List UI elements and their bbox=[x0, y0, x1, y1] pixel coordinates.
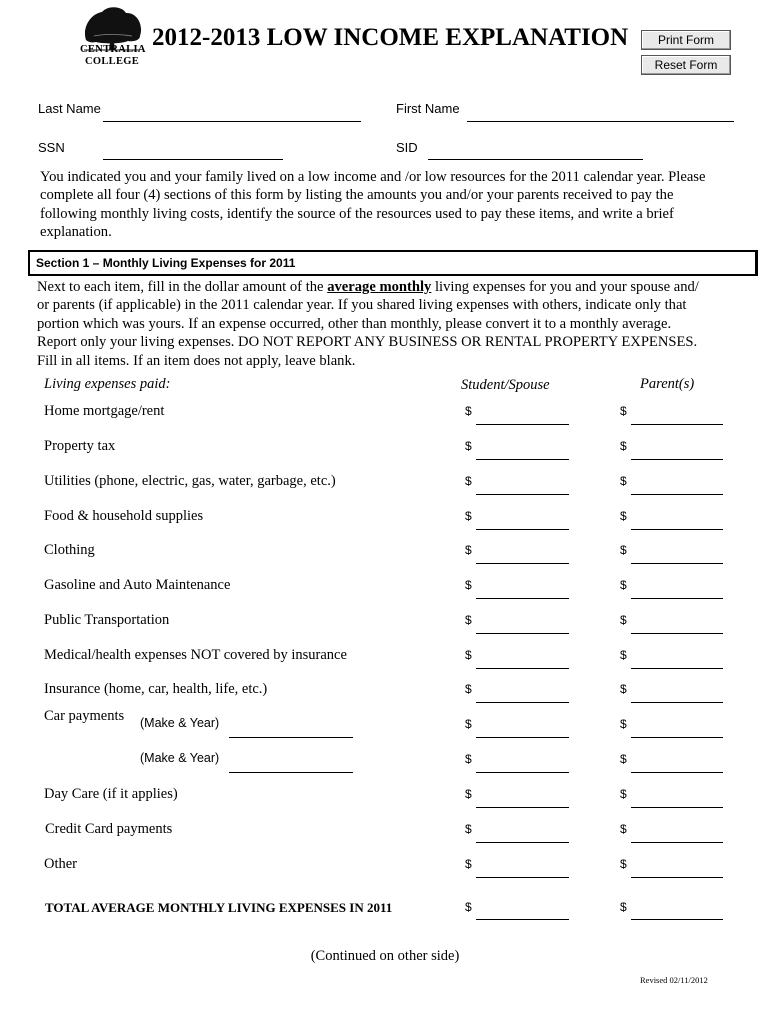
student-spouse-column-header: Student/Spouse bbox=[461, 377, 550, 393]
student-daycare-field[interactable] bbox=[476, 807, 569, 808]
instruction-line: portion which was yours. If an expense occurred, other than monthly, please convert it to a monthly average. bbox=[37, 315, 672, 332]
parent-transport-field[interactable] bbox=[631, 633, 723, 634]
instruction-line: or parents (if applicable) in the 2011 calendar year. If you shared living expenses with others, indicate only that bbox=[37, 297, 687, 314]
dollar-sign: $ bbox=[620, 900, 627, 914]
parent-property-tax-field[interactable] bbox=[631, 459, 723, 460]
dollar-sign: $ bbox=[465, 404, 472, 418]
page-title: 2012-2013 LOW INCOME EXPLANATION bbox=[152, 24, 629, 51]
dollar-sign: $ bbox=[620, 509, 627, 523]
dollar-sign: $ bbox=[620, 404, 627, 418]
dollar-sign: $ bbox=[620, 578, 627, 592]
dollar-sign: $ bbox=[620, 543, 627, 557]
intro-line: complete all four (4) sections of this form by listing the amounts you and/or your parents received to pay the bbox=[40, 187, 674, 204]
insurance-label: Insurance (home, car, health, life, etc.) bbox=[44, 681, 268, 697]
mortgage-rent-label: Home mortgage/rent bbox=[44, 403, 165, 419]
dollar-sign: $ bbox=[465, 682, 472, 696]
property-tax-label: Property tax bbox=[44, 438, 116, 454]
parents-column-header: Parent(s) bbox=[640, 376, 695, 392]
intro-line: following monthly living costs, identify the source of the resources used to pay these items, and write a brief bbox=[40, 205, 674, 222]
reset-form-button[interactable]: Reset Form bbox=[641, 55, 731, 75]
dollar-sign: $ bbox=[620, 787, 627, 801]
dollar-sign: $ bbox=[465, 857, 472, 871]
student-clothing-field[interactable] bbox=[476, 563, 569, 564]
instruction-text: Next to each item, fill in the dollar amount of the bbox=[37, 279, 328, 295]
parent-insurance-field[interactable] bbox=[631, 702, 723, 703]
other-label: Other bbox=[44, 856, 78, 872]
student-gasoline-field[interactable] bbox=[476, 598, 569, 599]
dollar-sign: $ bbox=[465, 900, 472, 914]
intro-paragraph bbox=[40, 168, 740, 242]
car-1-make-year-field[interactable] bbox=[229, 737, 353, 738]
dollar-sign: $ bbox=[620, 717, 627, 731]
dollar-sign: $ bbox=[620, 648, 627, 662]
day-care-label: Day Care (if it applies) bbox=[44, 786, 178, 802]
dollar-sign: $ bbox=[465, 648, 472, 662]
credit-card-label: Credit Card payments bbox=[45, 821, 173, 837]
section-1-instructions bbox=[37, 278, 747, 370]
intro-line: You indicated you and your family lived on a low income and /or low resources for the 2011 calendar year. Please bbox=[40, 169, 706, 185]
student-property-tax-field[interactable] bbox=[476, 459, 569, 460]
dollar-sign: $ bbox=[465, 717, 472, 731]
parent-food-field[interactable] bbox=[631, 529, 723, 530]
parent-gasoline-field[interactable] bbox=[631, 598, 723, 599]
dollar-sign: $ bbox=[465, 543, 472, 557]
student-car-2-field[interactable] bbox=[476, 772, 569, 773]
continued-note: (Continued on other side) bbox=[310, 948, 460, 964]
student-credit-card-field[interactable] bbox=[476, 842, 569, 843]
dollar-sign: $ bbox=[465, 509, 472, 523]
parent-mortgage-amount-field[interactable] bbox=[631, 424, 723, 425]
student-insurance-field[interactable] bbox=[476, 702, 569, 703]
medical-expenses-label: Medical/health expenses NOT covered by insurance bbox=[44, 647, 347, 663]
living-expenses-paid-label: Living expenses paid: bbox=[44, 376, 171, 392]
dollar-sign: $ bbox=[620, 682, 627, 696]
food-household-label: Food & household supplies bbox=[44, 508, 204, 524]
make-year-label: (Make & Year) bbox=[140, 751, 220, 765]
section-1-title: Section 1 – Monthly Living Expenses for 2011 bbox=[36, 256, 296, 270]
gasoline-auto-label: Gasoline and Auto Maintenance bbox=[44, 577, 231, 593]
parent-other-field[interactable] bbox=[631, 877, 723, 878]
last-name-field[interactable] bbox=[103, 121, 361, 122]
parent-total-field[interactable] bbox=[631, 919, 723, 920]
dollar-sign: $ bbox=[620, 752, 627, 766]
utilities-label: Utilities (phone, electric, gas, water, garbage, etc.) bbox=[44, 473, 336, 489]
clothing-label: Clothing bbox=[44, 542, 95, 558]
intro-line: explanation. bbox=[40, 224, 112, 241]
public-transportation-label: Public Transportation bbox=[44, 612, 170, 628]
logo-text-college: COLLEGE bbox=[84, 56, 140, 67]
parent-daycare-field[interactable] bbox=[631, 807, 723, 808]
dollar-sign: $ bbox=[465, 578, 472, 592]
dollar-sign: $ bbox=[465, 439, 472, 453]
ssn-label: SSN bbox=[38, 140, 65, 155]
total-expenses-label: TOTAL AVERAGE MONTHLY LIVING EXPENSES IN 2011 bbox=[45, 900, 393, 915]
dollar-sign: $ bbox=[465, 613, 472, 627]
parent-utilities-field[interactable] bbox=[631, 494, 723, 495]
student-medical-field[interactable] bbox=[476, 668, 569, 669]
average-monthly-emphasis: average monthly bbox=[327, 279, 432, 295]
dollar-sign: $ bbox=[465, 752, 472, 766]
dollar-sign: $ bbox=[620, 439, 627, 453]
first-name-label: First Name bbox=[396, 101, 460, 116]
dollar-sign: $ bbox=[620, 857, 627, 871]
dollar-sign: $ bbox=[620, 474, 627, 488]
instruction-line bbox=[37, 278, 747, 296]
student-transport-field[interactable] bbox=[476, 633, 569, 634]
student-food-field[interactable] bbox=[476, 529, 569, 530]
ssn-field[interactable] bbox=[103, 159, 283, 160]
dollar-sign: $ bbox=[465, 822, 472, 836]
last-name-label: Last Name bbox=[38, 101, 101, 116]
instruction-line: Report only your living expenses. DO NOT REPORT ANY BUSINESS OR RENTAL PROPERTY EXPENSES. bbox=[37, 334, 698, 351]
first-name-field[interactable] bbox=[467, 121, 734, 122]
parent-medical-field[interactable] bbox=[631, 668, 723, 669]
car-payments-label: Car payments bbox=[44, 708, 125, 724]
parent-clothing-field[interactable] bbox=[631, 563, 723, 564]
student-utilities-field[interactable] bbox=[476, 494, 569, 495]
dollar-sign: $ bbox=[465, 787, 472, 801]
parent-car-2-field[interactable] bbox=[631, 772, 723, 773]
sid-label: SID bbox=[396, 140, 418, 155]
car-2-make-year-field[interactable] bbox=[229, 772, 353, 773]
dollar-sign: $ bbox=[465, 474, 472, 488]
student-total-field[interactable] bbox=[476, 919, 569, 920]
instruction-line: Fill in all items. If an item does not apply, leave blank. bbox=[37, 352, 356, 369]
sid-field[interactable] bbox=[428, 159, 643, 160]
revised-date: Revised 02/11/2012 bbox=[640, 975, 708, 985]
dollar-sign: $ bbox=[620, 822, 627, 836]
make-year-label: (Make & Year) bbox=[140, 716, 220, 730]
student-car-1-field[interactable] bbox=[476, 737, 569, 738]
print-form-button[interactable]: Print Form bbox=[641, 30, 731, 50]
student-other-field[interactable] bbox=[476, 877, 569, 878]
parent-car-1-field[interactable] bbox=[631, 737, 723, 738]
parent-credit-card-field[interactable] bbox=[631, 842, 723, 843]
student-mortgage-amount-field[interactable] bbox=[476, 424, 569, 425]
instruction-text: living expenses for you and your spouse and/ bbox=[431, 279, 699, 295]
dollar-sign: $ bbox=[620, 613, 627, 627]
logo-text-centralia: CENTRALIA bbox=[80, 44, 146, 55]
